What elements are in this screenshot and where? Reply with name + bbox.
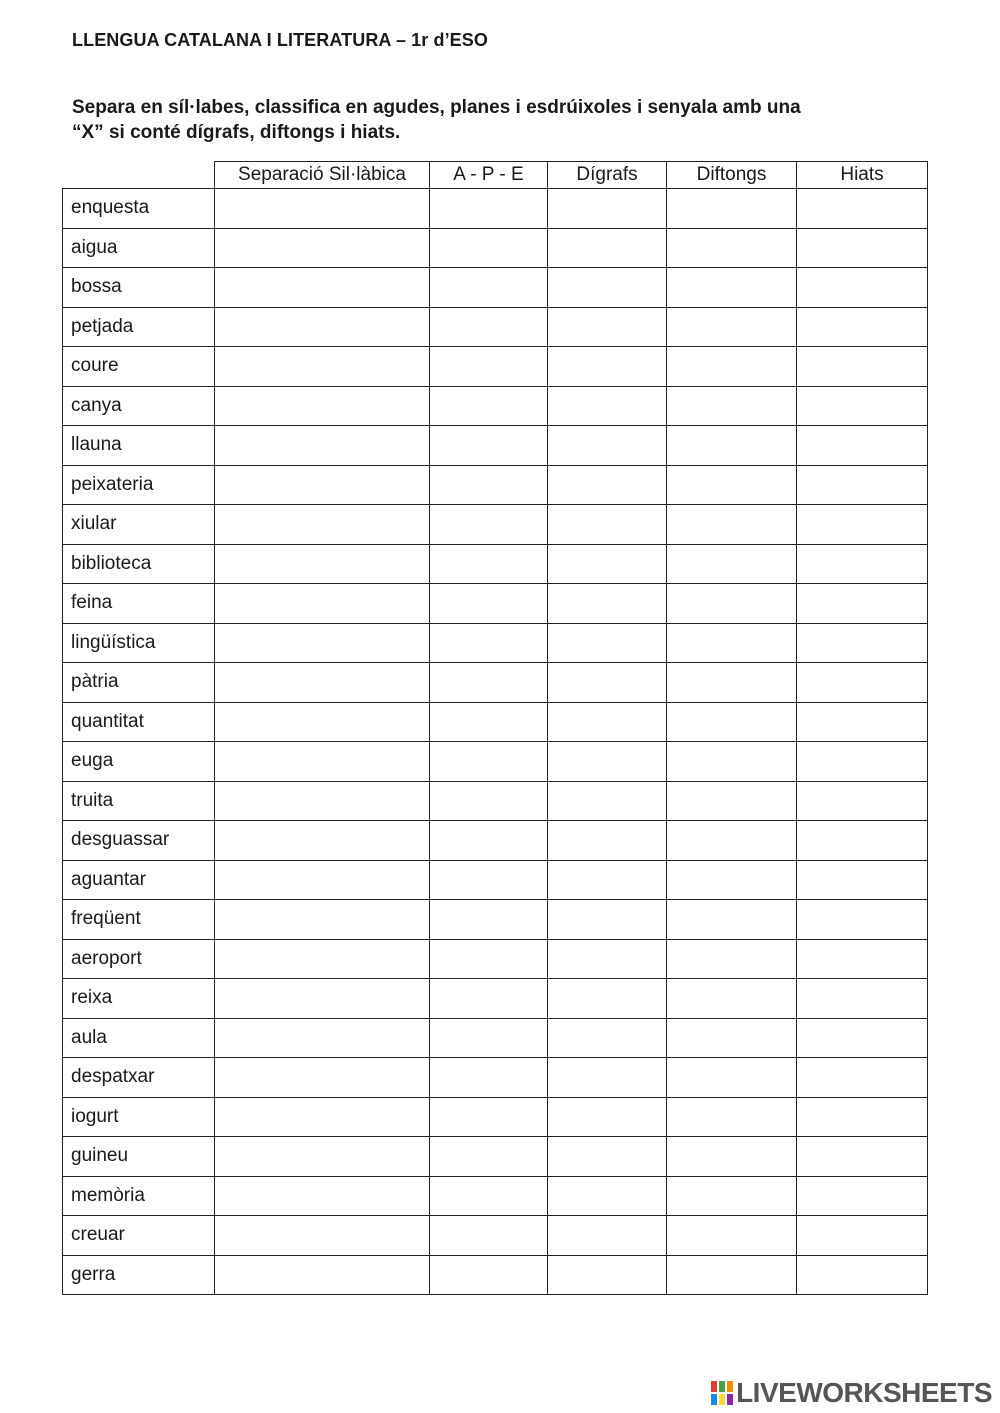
- hiatus-answer-cell[interactable]: [797, 268, 928, 308]
- diphthongs-answer-cell[interactable]: [667, 1018, 797, 1058]
- digraphs-answer-cell[interactable]: [548, 702, 667, 742]
- table-row: [63, 584, 928, 624]
- table-row: [63, 860, 928, 900]
- digraphs-answer-cell[interactable]: [548, 742, 667, 782]
- diphthongs-answer-cell[interactable]: [667, 1097, 797, 1137]
- diphthongs-answer-cell[interactable]: [667, 742, 797, 782]
- word-cell: quantitat: [63, 702, 215, 742]
- word-cell: iogurt: [63, 1097, 215, 1137]
- diphthongs-answer-cell[interactable]: [667, 1137, 797, 1177]
- digraphs-answer-cell[interactable]: [548, 228, 667, 268]
- header-blank-cell: [63, 162, 215, 189]
- digraphs-answer-cell[interactable]: [548, 465, 667, 505]
- syllables-answer-cell[interactable]: [215, 268, 430, 308]
- ape-answer-cell[interactable]: [430, 465, 548, 505]
- word-cell: memòria: [63, 1176, 215, 1216]
- column-header-ape: A - P - E: [430, 162, 548, 189]
- syllables-answer-cell[interactable]: [215, 979, 430, 1019]
- diphthongs-answer-cell[interactable]: [667, 268, 797, 308]
- table-row: [63, 544, 928, 584]
- ape-answer-cell[interactable]: [430, 781, 548, 821]
- table-header-row: [63, 162, 928, 189]
- hiatus-answer-cell[interactable]: [797, 189, 928, 229]
- word-cell: pàtria: [63, 663, 215, 703]
- liveworksheets-brand: [711, 1378, 992, 1408]
- diphthongs-answer-cell[interactable]: [667, 189, 797, 229]
- ape-answer-cell[interactable]: [430, 860, 548, 900]
- table-row: [63, 1097, 928, 1137]
- word-cell: lingüística: [63, 623, 215, 663]
- ape-answer-cell[interactable]: [430, 268, 548, 308]
- word-cell: despatxar: [63, 1058, 215, 1098]
- diphthongs-answer-cell[interactable]: [667, 1176, 797, 1216]
- diphthongs-answer-cell[interactable]: [667, 465, 797, 505]
- hiatus-answer-cell[interactable]: [797, 900, 928, 940]
- word-cell: enquesta: [63, 189, 215, 229]
- hiatus-answer-cell[interactable]: [797, 781, 928, 821]
- ape-answer-cell[interactable]: [430, 663, 548, 703]
- table-row: [63, 465, 928, 505]
- table-row: [63, 1137, 928, 1177]
- word-cell: euga: [63, 742, 215, 782]
- digraphs-answer-cell[interactable]: [548, 821, 667, 861]
- digraphs-answer-cell[interactable]: [548, 1137, 667, 1177]
- diphthongs-answer-cell[interactable]: [667, 623, 797, 663]
- table-row: [63, 1058, 928, 1098]
- syllables-answer-cell[interactable]: [215, 1176, 430, 1216]
- word-cell: bossa: [63, 268, 215, 308]
- diphthongs-answer-cell[interactable]: [667, 979, 797, 1019]
- syllables-answer-cell[interactable]: [215, 1018, 430, 1058]
- word-cell: desguassar: [63, 821, 215, 861]
- syllables-answer-cell[interactable]: [215, 1216, 430, 1256]
- instruction-line-2: “X” si conté dígrafs, diftongs i hiats.: [72, 122, 401, 143]
- digraphs-answer-cell[interactable]: [548, 1058, 667, 1098]
- ape-answer-cell[interactable]: [430, 426, 548, 466]
- ape-answer-cell[interactable]: [430, 1216, 548, 1256]
- diphthongs-answer-cell[interactable]: [667, 1058, 797, 1098]
- hiatus-answer-cell[interactable]: [797, 1058, 928, 1098]
- hiatus-answer-cell[interactable]: [797, 821, 928, 861]
- diphthongs-answer-cell[interactable]: [667, 386, 797, 426]
- syllables-answer-cell[interactable]: [215, 821, 430, 861]
- syllables-answer-cell[interactable]: [215, 584, 430, 624]
- diphthongs-answer-cell[interactable]: [667, 663, 797, 703]
- hiatus-answer-cell[interactable]: [797, 386, 928, 426]
- syllables-answer-cell[interactable]: [215, 1137, 430, 1177]
- table-row: [63, 702, 928, 742]
- table-row: [63, 1018, 928, 1058]
- digraphs-answer-cell[interactable]: [548, 1176, 667, 1216]
- table-row: [63, 347, 928, 387]
- ape-answer-cell[interactable]: [430, 821, 548, 861]
- ape-answer-cell[interactable]: [430, 1097, 548, 1137]
- digraphs-answer-cell[interactable]: [548, 1216, 667, 1256]
- diphthongs-answer-cell[interactable]: [667, 347, 797, 387]
- ape-answer-cell[interactable]: [430, 742, 548, 782]
- table-row: [63, 979, 928, 1019]
- ape-answer-cell[interactable]: [430, 900, 548, 940]
- ape-answer-cell[interactable]: [430, 307, 548, 347]
- digraphs-answer-cell[interactable]: [548, 584, 667, 624]
- digraphs-answer-cell[interactable]: [548, 860, 667, 900]
- word-cell: freqüent: [63, 900, 215, 940]
- table-row: [63, 189, 928, 229]
- digraphs-answer-cell[interactable]: [548, 900, 667, 940]
- syllables-answer-cell[interactable]: [215, 465, 430, 505]
- hiatus-answer-cell[interactable]: [797, 1018, 928, 1058]
- syllables-answer-cell[interactable]: [215, 426, 430, 466]
- diphthongs-answer-cell[interactable]: [667, 781, 797, 821]
- table-row: [63, 742, 928, 782]
- hiatus-answer-cell[interactable]: [797, 663, 928, 703]
- hiatus-answer-cell[interactable]: [797, 623, 928, 663]
- ape-answer-cell[interactable]: [430, 584, 548, 624]
- syllables-answer-cell[interactable]: [215, 386, 430, 426]
- table-row: [63, 1176, 928, 1216]
- instructions: [72, 95, 952, 145]
- table-row: [63, 1216, 928, 1256]
- table-row: [63, 663, 928, 703]
- ape-answer-cell[interactable]: [430, 505, 548, 545]
- page-title: LLENGUA CATALANA I LITERATURA – 1r d’ESO: [72, 30, 488, 50]
- hiatus-answer-cell[interactable]: [797, 860, 928, 900]
- hiatus-answer-cell[interactable]: [797, 505, 928, 545]
- liveworksheets-logo-text: LIVEWORKSHEETS: [736, 1377, 992, 1408]
- hiatus-answer-cell[interactable]: [797, 544, 928, 584]
- syllables-answer-cell[interactable]: [215, 189, 430, 229]
- column-header-syllables: Separació Sil·làbica: [215, 162, 430, 189]
- word-cell: peixateria: [63, 465, 215, 505]
- diphthongs-answer-cell[interactable]: [667, 702, 797, 742]
- word-cell: xiular: [63, 505, 215, 545]
- diphthongs-answer-cell[interactable]: [667, 821, 797, 861]
- ape-answer-cell[interactable]: [430, 1255, 548, 1295]
- ape-answer-cell[interactable]: [430, 386, 548, 426]
- syllables-answer-cell[interactable]: [215, 742, 430, 782]
- word-cell: aguantar: [63, 860, 215, 900]
- digraphs-answer-cell[interactable]: [548, 426, 667, 466]
- ape-answer-cell[interactable]: [430, 1018, 548, 1058]
- digraphs-answer-cell[interactable]: [548, 979, 667, 1019]
- liveworksheets-logo-icon: [711, 1381, 733, 1405]
- word-cell: aigua: [63, 228, 215, 268]
- syllables-answer-cell[interactable]: [215, 347, 430, 387]
- word-cell: aeroport: [63, 939, 215, 979]
- table-row: [63, 900, 928, 940]
- diphthongs-answer-cell[interactable]: [667, 1216, 797, 1256]
- digraphs-answer-cell[interactable]: [548, 347, 667, 387]
- worksheet-table: [62, 161, 928, 1295]
- digraphs-answer-cell[interactable]: [548, 268, 667, 308]
- table-row: [63, 268, 928, 308]
- ape-answer-cell[interactable]: [430, 939, 548, 979]
- hiatus-answer-cell[interactable]: [797, 1137, 928, 1177]
- table-row: [63, 1255, 928, 1295]
- syllables-answer-cell[interactable]: [215, 228, 430, 268]
- digraphs-answer-cell[interactable]: [548, 781, 667, 821]
- word-cell: coure: [63, 347, 215, 387]
- diphthongs-answer-cell[interactable]: [667, 900, 797, 940]
- diphthongs-answer-cell[interactable]: [667, 426, 797, 466]
- table-row: [63, 939, 928, 979]
- hiatus-answer-cell[interactable]: [797, 742, 928, 782]
- syllables-answer-cell[interactable]: [215, 307, 430, 347]
- digraphs-answer-cell[interactable]: [548, 307, 667, 347]
- table-row: [63, 821, 928, 861]
- hiatus-answer-cell[interactable]: [797, 228, 928, 268]
- hiatus-answer-cell[interactable]: [797, 465, 928, 505]
- word-cell: gerra: [63, 1255, 215, 1295]
- ape-answer-cell[interactable]: [430, 228, 548, 268]
- table-row: [63, 781, 928, 821]
- word-cell: feina: [63, 584, 215, 624]
- digraphs-answer-cell[interactable]: [548, 1097, 667, 1137]
- word-cell: creuar: [63, 1216, 215, 1256]
- table-row: [63, 386, 928, 426]
- syllables-answer-cell[interactable]: [215, 939, 430, 979]
- digraphs-answer-cell[interactable]: [548, 623, 667, 663]
- table-row: [63, 623, 928, 663]
- ape-answer-cell[interactable]: [430, 979, 548, 1019]
- diphthongs-answer-cell[interactable]: [667, 307, 797, 347]
- digraphs-answer-cell[interactable]: [548, 386, 667, 426]
- diphthongs-answer-cell[interactable]: [667, 860, 797, 900]
- diphthongs-answer-cell[interactable]: [667, 505, 797, 545]
- ape-answer-cell[interactable]: [430, 1137, 548, 1177]
- syllables-answer-cell[interactable]: [215, 860, 430, 900]
- digraphs-answer-cell[interactable]: [548, 663, 667, 703]
- diphthongs-answer-cell[interactable]: [667, 228, 797, 268]
- syllables-answer-cell[interactable]: [215, 1097, 430, 1137]
- table-row: [63, 426, 928, 466]
- word-cell: biblioteca: [63, 544, 215, 584]
- hiatus-answer-cell[interactable]: [797, 1216, 928, 1256]
- syllables-answer-cell[interactable]: [215, 900, 430, 940]
- table-row: [63, 228, 928, 268]
- hiatus-answer-cell[interactable]: [797, 426, 928, 466]
- word-cell: llauna: [63, 426, 215, 466]
- syllables-answer-cell[interactable]: [215, 781, 430, 821]
- column-header-hiatus: Hiats: [797, 162, 928, 189]
- diphthongs-answer-cell[interactable]: [667, 584, 797, 624]
- word-cell: petjada: [63, 307, 215, 347]
- syllables-answer-cell[interactable]: [215, 1058, 430, 1098]
- diphthongs-answer-cell[interactable]: [667, 939, 797, 979]
- ape-answer-cell[interactable]: [430, 623, 548, 663]
- syllables-answer-cell[interactable]: [215, 544, 430, 584]
- ape-answer-cell[interactable]: [430, 1058, 548, 1098]
- hiatus-answer-cell[interactable]: [797, 939, 928, 979]
- hiatus-answer-cell[interactable]: [797, 702, 928, 742]
- syllables-answer-cell[interactable]: [215, 623, 430, 663]
- ape-answer-cell[interactable]: [430, 347, 548, 387]
- hiatus-answer-cell[interactable]: [797, 979, 928, 1019]
- word-cell: reixa: [63, 979, 215, 1019]
- table-row: [63, 505, 928, 545]
- instruction-line-1: Separa en síl·labes, classifica en agudes, planes i esdrúixoles i senyala amb una: [72, 97, 801, 118]
- hiatus-answer-cell[interactable]: [797, 347, 928, 387]
- syllables-answer-cell[interactable]: [215, 1255, 430, 1295]
- ape-answer-cell[interactable]: [430, 544, 548, 584]
- hiatus-answer-cell[interactable]: [797, 584, 928, 624]
- digraphs-answer-cell[interactable]: [548, 189, 667, 229]
- word-cell: aula: [63, 1018, 215, 1058]
- diphthongs-answer-cell[interactable]: [667, 544, 797, 584]
- hiatus-answer-cell[interactable]: [797, 1097, 928, 1137]
- ape-answer-cell[interactable]: [430, 1176, 548, 1216]
- word-cell: truita: [63, 781, 215, 821]
- ape-answer-cell[interactable]: [430, 702, 548, 742]
- column-header-diphthongs: Diftongs: [667, 162, 797, 189]
- digraphs-answer-cell[interactable]: [548, 1018, 667, 1058]
- column-header-digraphs: Dígrafs: [548, 162, 667, 189]
- ape-answer-cell[interactable]: [430, 189, 548, 229]
- hiatus-answer-cell[interactable]: [797, 1255, 928, 1295]
- syllables-answer-cell[interactable]: [215, 505, 430, 545]
- digraphs-answer-cell[interactable]: [548, 939, 667, 979]
- hiatus-answer-cell[interactable]: [797, 307, 928, 347]
- syllables-answer-cell[interactable]: [215, 702, 430, 742]
- digraphs-answer-cell[interactable]: [548, 544, 667, 584]
- word-cell: canya: [63, 386, 215, 426]
- syllables-answer-cell[interactable]: [215, 663, 430, 703]
- table-row: [63, 307, 928, 347]
- word-cell: guineu: [63, 1137, 215, 1177]
- hiatus-answer-cell[interactable]: [797, 1176, 928, 1216]
- digraphs-answer-cell[interactable]: [548, 1255, 667, 1295]
- diphthongs-answer-cell[interactable]: [667, 1255, 797, 1295]
- digraphs-answer-cell[interactable]: [548, 505, 667, 545]
